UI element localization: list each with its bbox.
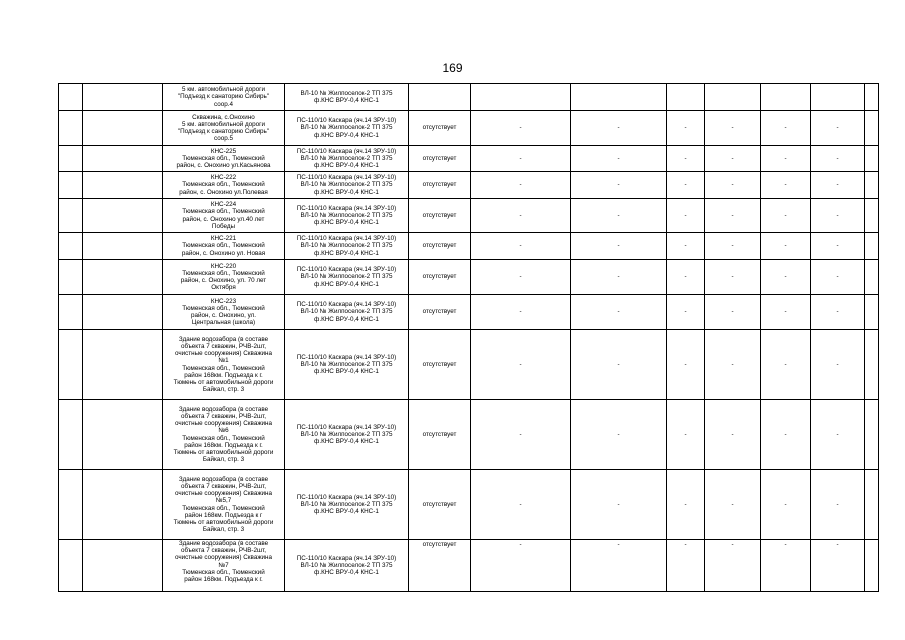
value-cell: -: [705, 330, 761, 400]
table-row: [59, 199, 879, 233]
value-cell: -: [667, 233, 705, 260]
value-cell: -: [811, 233, 865, 260]
power-line-cell: ПС-110/10 Каскара (яч.14 ЗРУ-10) ВЛ-10 № Жилпоселок-2 ТП 375 ф.КНС ВРУ-0,4 КНС-1: [285, 260, 409, 295]
value-cell: -: [667, 199, 705, 233]
object-cell: Здание водозабора (в составе объекта 7 скважин, РЧВ-2шт, очистные сооружения) Скважина №5,7 Тюменская обл., Тюменский район 168км. Подъезда к г Тюмень от автомобильной дороги Байкал, стр. 3: [163, 470, 285, 540]
value-cell: -: [811, 146, 865, 172]
value-cell: -: [571, 470, 667, 540]
value-cell: -: [571, 540, 667, 592]
value-cell: -: [705, 146, 761, 172]
status-cell: отсутствует: [409, 260, 471, 295]
value-cell: -: [705, 400, 761, 470]
object-cell: Здание водозабора (в составе объекта 7 скважин, РЧВ-2шт, очистные сооружения) Скважина №1 Тюменская обл., Тюменский район 168км. Подъезда к г. Тюмень от автомобильной дороги Байкал, стр. 3: [163, 330, 285, 400]
empty-cell: [83, 260, 163, 295]
edge-cell: [865, 470, 879, 540]
table-row: [59, 233, 879, 260]
empty-cell: [83, 400, 163, 470]
value-cell: -: [667, 400, 705, 470]
status-cell: отсутствует: [409, 330, 471, 400]
object-cell: КНС-222 Тюменская обл., Тюменский район, с. Онохино ул.Полевая: [163, 172, 285, 199]
row-number-cell: [59, 295, 83, 330]
value-cell: -: [811, 295, 865, 330]
value-cell: -: [471, 146, 571, 172]
status-cell: отсутствует: [409, 146, 471, 172]
value-cell: -: [811, 111, 865, 146]
value-cell: -: [667, 540, 705, 592]
value-cell: -: [811, 330, 865, 400]
status-cell: отсутствует: [409, 199, 471, 233]
empty-cell: [83, 295, 163, 330]
table-row: [59, 84, 879, 111]
table-row: [59, 330, 879, 400]
row-number-cell: [59, 400, 83, 470]
edge-cell: [865, 199, 879, 233]
power-line-cell: ПС-110/10 Каскара (яч.14 ЗРУ-10) ВЛ-10 № Жилпоселок-2 ТП 375 ф.КНС ВРУ-0,4 КНС-1: [285, 199, 409, 233]
value-cell: -: [471, 470, 571, 540]
edge-cell: [865, 540, 879, 592]
value-cell: -: [811, 172, 865, 199]
status-cell: отсутствует: [409, 295, 471, 330]
value-cell: -: [761, 172, 811, 199]
empty-cell: [83, 199, 163, 233]
data-table: [58, 83, 879, 592]
value-cell: -: [667, 330, 705, 400]
value-cell: -: [471, 295, 571, 330]
power-line-cell: ПС-110/10 Каскара (яч.14 ЗРУ-10) ВЛ-10 № Жилпоселок-2 ТП 375 ф.КНС ВРУ-0,4 КНС-1: [285, 295, 409, 330]
value-cell: -: [471, 330, 571, 400]
row-number-cell: [59, 84, 83, 111]
value-cell: [667, 84, 705, 111]
power-line-cell: ПС-110/10 Каскара (яч.14 ЗРУ-10) ВЛ-10 № Жилпоселок-2 ТП 375 ф.КНС ВРУ-0,4 КНС-1: [285, 470, 409, 540]
object-cell: Скважина, с.Онохино 5 км. автомобильной дороги "Подъезд к санаторию Сибирь" соор.5: [163, 111, 285, 146]
edge-cell: [865, 146, 879, 172]
power-line-cell: ПС-110/10 Каскара (яч.14 ЗРУ-10) ВЛ-10 № Жилпоселок-2 ТП 375 ф.КНС ВРУ-0,4 КНС-1: [285, 172, 409, 199]
edge-cell: [865, 84, 879, 111]
object-cell: 5 км. автомобильной дороги "Подъезд к санаторию Сибирь" соор.4: [163, 84, 285, 111]
table-row: [59, 540, 879, 592]
empty-cell: [83, 172, 163, 199]
row-number-cell: [59, 233, 83, 260]
row-number-cell: [59, 330, 83, 400]
row-number-cell: [59, 540, 83, 592]
row-number-cell: [59, 260, 83, 295]
table-row: [59, 400, 879, 470]
edge-cell: [865, 330, 879, 400]
value-cell: -: [761, 470, 811, 540]
empty-cell: [83, 146, 163, 172]
value-cell: -: [761, 260, 811, 295]
empty-cell: [83, 540, 163, 592]
object-cell: КНС-221 Тюменская обл., Тюменский район, с. Онохино ул. Новая: [163, 233, 285, 260]
object-cell: Здание водозабора (в составе объекта 7 скважин, РЧВ-2шт, очистные сооружения) Скважина №6 Тюменская обл., Тюменский район 168км. Подъезда к г. Тюмень от автомобильной дороги Байкал, стр. 3: [163, 400, 285, 470]
value-cell: -: [571, 400, 667, 470]
object-cell: КНС-224 Тюменская обл., Тюменский район, с. Онохино ул.40 лет Победы: [163, 199, 285, 233]
table-row: [59, 295, 879, 330]
status-cell: отсутствует: [409, 111, 471, 146]
value-cell: [471, 84, 571, 111]
power-line-cell: ПС-110/10 Каскара (яч.14 ЗРУ-10) ВЛ-10 № Жилпоселок-2 ТП 375 ф.КНС ВРУ-0,4 КНС-1: [285, 146, 409, 172]
value-cell: -: [811, 199, 865, 233]
value-cell: -: [471, 199, 571, 233]
edge-cell: [865, 233, 879, 260]
status-cell: отсутствует: [409, 400, 471, 470]
value-cell: -: [811, 260, 865, 295]
page-number: 169: [442, 61, 463, 75]
value-cell: -: [705, 111, 761, 146]
value-cell: -: [811, 470, 865, 540]
power-line-cell: ВЛ-10 № Жилпоселок-2 ТП 375 ф.КНС ВРУ-0,4 КНС-1: [285, 84, 409, 111]
value-cell: -: [471, 400, 571, 470]
value-cell: -: [761, 233, 811, 260]
edge-cell: [865, 172, 879, 199]
value-cell: -: [705, 295, 761, 330]
empty-cell: [83, 470, 163, 540]
row-number-cell: [59, 146, 83, 172]
edge-cell: [865, 111, 879, 146]
value-cell: -: [667, 260, 705, 295]
edge-cell: [865, 260, 879, 295]
object-cell: Здание водозабора (в составе объекта 7 скважин, РЧВ-2шт, очистные сооружения) Скважина №7 Тюменская обл., Тюменский район 168км. Подъезда к г.: [163, 540, 285, 592]
status-cell: отсутствует: [409, 470, 471, 540]
status-cell: отсутствует: [409, 540, 471, 592]
value-cell: -: [667, 172, 705, 199]
value-cell: -: [761, 111, 811, 146]
value-cell: -: [471, 172, 571, 199]
power-line-cell: ПС-110/10 Каскара (яч.14 ЗРУ-10) ВЛ-10 № Жилпоселок-2 ТП 375 ф.КНС ВРУ-0,4 КНС-1: [285, 400, 409, 470]
value-cell: -: [571, 330, 667, 400]
table-row: [59, 172, 879, 199]
row-number-cell: [59, 172, 83, 199]
table-row: [59, 111, 879, 146]
value-cell: -: [667, 146, 705, 172]
row-number-cell: [59, 470, 83, 540]
value-cell: -: [471, 540, 571, 592]
value-cell: -: [761, 330, 811, 400]
value-cell: [705, 84, 761, 111]
value-cell: -: [705, 540, 761, 592]
value-cell: [811, 84, 865, 111]
power-line-cell: ПС-110/10 Каскара (яч.14 ЗРУ-10) ВЛ-10 № Жилпоселок-2 ТП 375 ф.КНС ВРУ-0,4 КНС-1: [285, 330, 409, 400]
value-cell: -: [667, 470, 705, 540]
value-cell: -: [667, 111, 705, 146]
table-row: [59, 470, 879, 540]
value-cell: [761, 84, 811, 111]
value-cell: -: [761, 146, 811, 172]
edge-cell: [865, 295, 879, 330]
value-cell: -: [571, 146, 667, 172]
power-line-cell: ПС-110/10 Каскара (яч.14 ЗРУ-10) ВЛ-10 № Жилпоселок-2 ТП 375 ф.КНС ВРУ-0,4 КНС-1: [285, 540, 409, 592]
value-cell: -: [571, 172, 667, 199]
power-line-cell: ПС-110/10 Каскара (яч.14 ЗРУ-10) ВЛ-10 № Жилпоселок-2 ТП 375 ф.КНС ВРУ-0,4 КНС-1: [285, 111, 409, 146]
value-cell: -: [705, 172, 761, 199]
value-cell: [571, 84, 667, 111]
value-cell: -: [761, 400, 811, 470]
value-cell: -: [705, 470, 761, 540]
row-number-cell: [59, 111, 83, 146]
value-cell: -: [571, 260, 667, 295]
empty-cell: [83, 330, 163, 400]
row-number-cell: [59, 199, 83, 233]
value-cell: -: [811, 540, 865, 592]
value-cell: -: [705, 199, 761, 233]
value-cell: -: [571, 199, 667, 233]
value-cell: -: [571, 233, 667, 260]
value-cell: -: [811, 400, 865, 470]
value-cell: -: [471, 233, 571, 260]
table-row: [59, 260, 879, 295]
value-cell: -: [667, 295, 705, 330]
object-cell: КНС-220 Тюменская обл., Тюменский район, с. Онохино, ул. 70 лет Октября: [163, 260, 285, 295]
power-line-cell: ПС-110/10 Каскара (яч.14 ЗРУ-10) ВЛ-10 № Жилпоселок-2 ТП 375 ф.КНС ВРУ-0,4 КНС-1: [285, 233, 409, 260]
status-cell: [409, 84, 471, 111]
value-cell: -: [705, 233, 761, 260]
value-cell: -: [571, 111, 667, 146]
status-cell: отсутствует: [409, 172, 471, 199]
empty-cell: [83, 111, 163, 146]
value-cell: -: [705, 260, 761, 295]
value-cell: -: [761, 295, 811, 330]
value-cell: -: [761, 199, 811, 233]
status-cell: отсутствует: [409, 233, 471, 260]
value-cell: -: [471, 260, 571, 295]
object-cell: КНС-223 Тюменская обл., Тюменский район, с. Онохино, ул. Центральная (школа): [163, 295, 285, 330]
value-cell: -: [571, 295, 667, 330]
value-cell: -: [761, 540, 811, 592]
table-row: [59, 146, 879, 172]
object-cell: КНС-225 Тюменская обл., Тюменский район, с. Онохино ул.Касьянова: [163, 146, 285, 172]
empty-cell: [83, 233, 163, 260]
value-cell: -: [471, 111, 571, 146]
empty-cell: [83, 84, 163, 111]
edge-cell: [865, 400, 879, 470]
